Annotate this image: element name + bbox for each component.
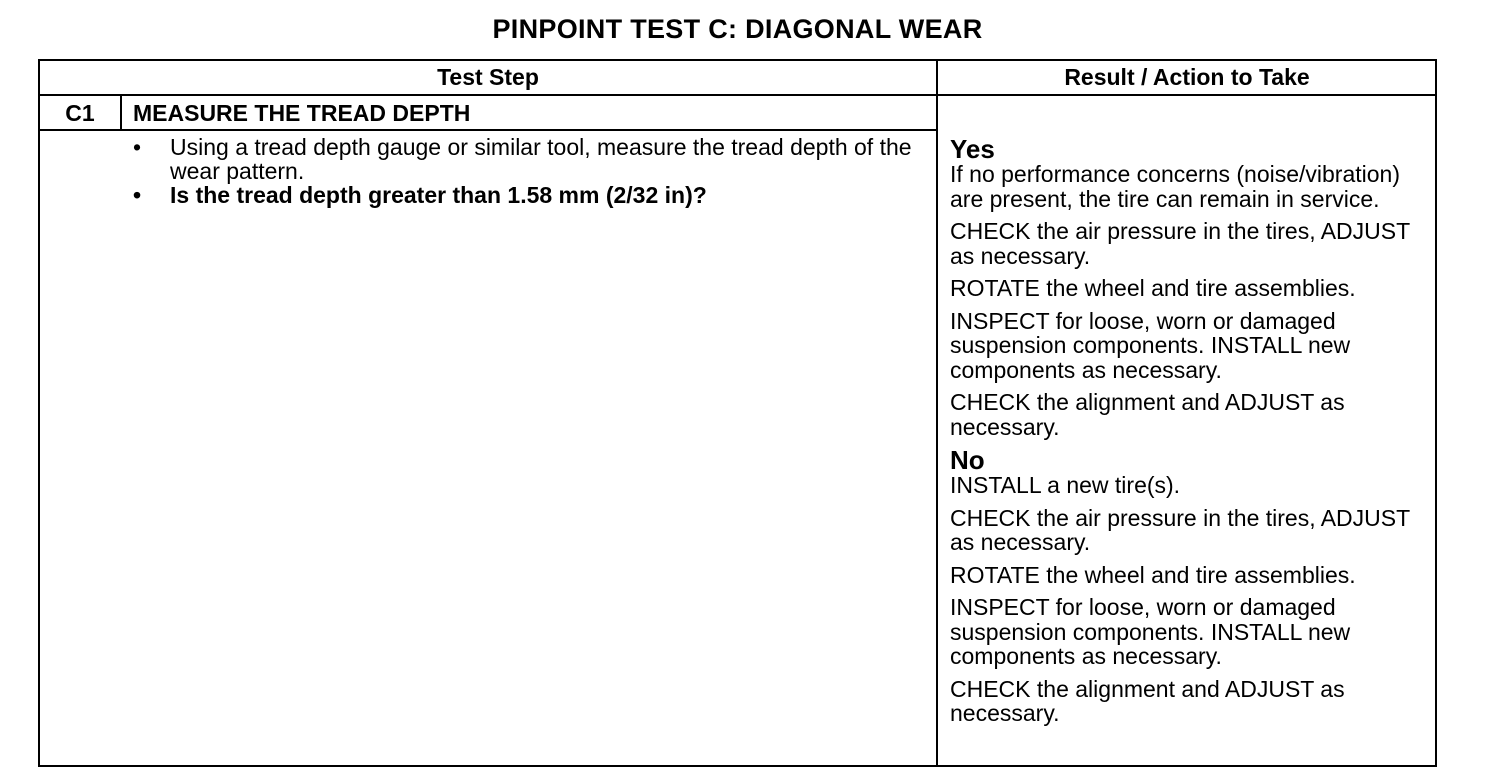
no-label: No [950, 445, 985, 475]
no-action: ROTATE the wheel and tire assemblies. [950, 561, 1356, 588]
list-item [133, 135, 923, 183]
header-result: Result / Action to Take [1064, 64, 1310, 90]
result-actions [950, 134, 1430, 734]
bullet-icon: • [133, 134, 142, 160]
step-title: MEASURE THE TREAD DEPTH [133, 100, 471, 126]
step-id-divider [120, 95, 122, 131]
yes-action: CHECK the alignment and ADJUST as necessary. [950, 389, 1345, 440]
yes-action: If no performance concerns (noise/vibration) are present, the tire can remain in service. [950, 161, 1400, 212]
instruction-text: Using a tread depth gauge or similar tool, measure the tread depth of the wear pattern. [170, 134, 912, 184]
yes-action: ROTATE the wheel and tire assemblies. [950, 275, 1356, 301]
question-text: Is the tread depth greater than 1.58 mm (2/32 in)? [170, 182, 707, 208]
step-id: C1 [65, 100, 95, 126]
page-title: PINPOINT TEST C: DIAGONAL WEAR [492, 14, 983, 44]
no-action: INSTALL a new tire(s). [950, 472, 1181, 498]
yes-action: INSPECT for loose, worn or damaged suspension components. INSTALL new components as necessary. [950, 307, 1351, 383]
list-item [133, 183, 923, 207]
header-test-step: Test Step [437, 64, 539, 90]
no-action: CHECK the alignment and ADJUST as necessary. [950, 675, 1345, 726]
yes-action: CHECK the air pressure in the tires, ADJUST as necessary. [950, 218, 1410, 269]
bullet-icon: • [133, 182, 142, 208]
column-divider [936, 60, 938, 766]
yes-label: Yes [950, 134, 995, 164]
no-action: INSPECT for loose, worn or damaged suspension components. INSTALL new components as necessary. [950, 594, 1351, 669]
step-instructions [133, 135, 923, 207]
no-action: CHECK the air pressure in the tires, ADJUST as necessary. [950, 504, 1410, 555]
